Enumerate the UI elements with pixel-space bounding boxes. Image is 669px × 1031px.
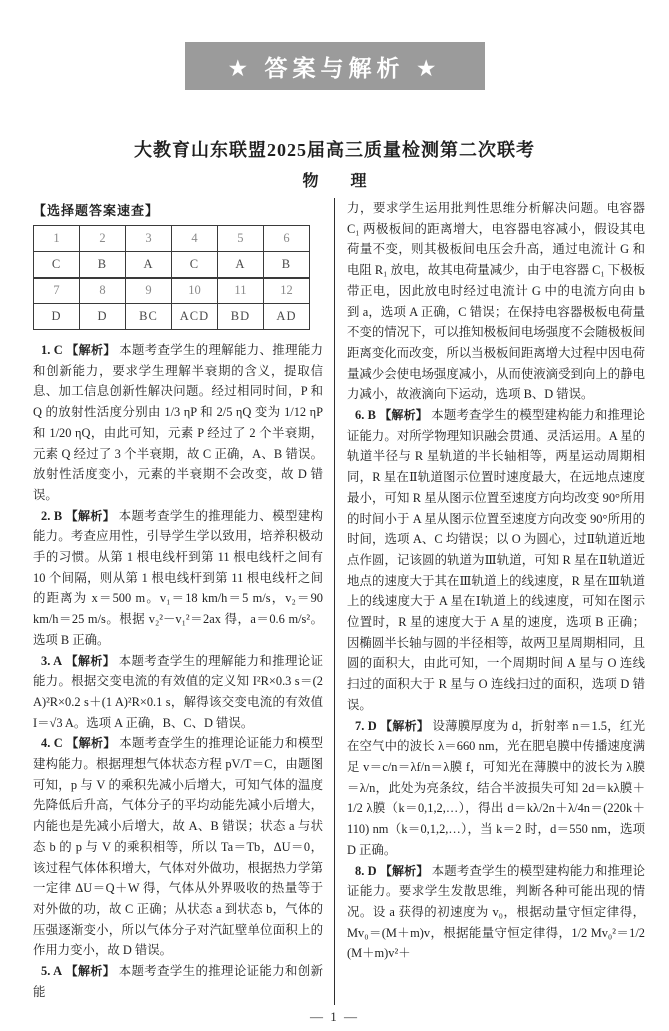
solution-text: 本题考查学生的理解能力、推理能力和创新能力，要求学生理解半衰期的含义，提取信息、加工信息创新性解决问题。经过相同时间，P 和 Q 的放射性活度分别由 1/3 ηP 和 2/5 ηQ 变为 1/12 ηP 和 1/20 ηQ，由此可知，元素 P 经过了 2 个半衰期，元素 Q 经过了 3 个半衰期，故 C 正确，A、B 错误。放射性活度变小，元素的半衰期不会改变，故 D 错误。 [33,343,323,502]
question-number: 4. C [41,736,63,751]
question-number: 7. D [355,718,377,733]
solution-text: 本题考查学生的推理论证能力和模型建构能力。根据理想气体状态方程 pV/T＝C，由题图可知，p 与 V 的乘积先减小后增大，可知气体的温度先降低后升高，气体分子的平均动能先减小后增大，内能也是先减小后增大，故 A、B 错误；状态 a 与状态 b 的 p 与 V 的乘积相等，所以 Ta＝Tb，ΔU＝0，该过程气体体积增大，气体对外做功，根据热力学第一定律 ΔU＝Q＋W 得，气体从外界吸收的热量等于对外做的功，故 C 正确；从状态 a 到状态 b，气体的压强逐渐变小，所以气体分子对汽缸壁单位面积上的作用力变小，故 D 错误。 [33,736,323,958]
question-number: 1. C [41,343,63,357]
right-column [335,198,645,1005]
solution-text: 力，要求学生运用批判性思维分析解决问题。电容器 C₁ 两极板间的距离增大，电容器电容减小，假设其电荷量不变，则其极板间电压会升高，通过电流计 G 和电阻 R₁ 放电，故其电荷量减少，由于电容器 C₁ 下极板带正电，因此放电时经过电流计 G 中的电流方向由 b 到 a，选项 A 正确，C 错误；在保持电容器极板电荷量不变的情况下，可以推知极板间电场强度不会随极板间距离变化而改变，所以当极板间距离增大过程中因电荷量减少会使电场强度减小，从而使液滴受到向上的静电力减小，故液滴向下运动，选项 B、D 错误。 [347,201,645,402]
table-cell: D [79,304,125,330]
table-cell: A [217,252,263,278]
table-cell: 4 [171,226,217,252]
analysis-tag: 【解析】 [66,736,116,751]
table-cell: 9 [125,278,171,304]
solution-text: 设薄膜厚度为 d，折射率 n＝1.5，红光在空气中的波长 λ＝660 nm，光在肥皂膜中传播速度满足 v＝c/n＝λf/n＝λ膜 f，可知光在薄膜中的波长为 λ膜＝λ/n，此处为亮条纹，结合半波损失可知 2d＝kλ膜＋1/2 λ膜（k＝0,1,2,…），得出 d＝kλ/2n＋λ/4n＝(220k＋110) nm（k＝0,1,2,…），当 k＝2 时，d＝550 nm，选项 D 正确。 [347,718,645,857]
answers-banner [185,42,485,90]
question-number: 3. A [41,653,63,668]
table-cell: B [79,252,125,278]
table-cell: 1 [34,226,80,252]
exam-title: 大教育山东联盟2025届高三质量检测第二次联考 [134,140,535,160]
table-cell: C [171,252,217,278]
table-row [34,304,310,330]
question-number: 8. D [355,863,377,878]
table-row [34,252,310,278]
table-cell: 5 [217,226,263,252]
page-number: — 1 — [310,1009,359,1024]
answers-banner-text: ★ 答案与解析 ★ [227,54,442,81]
table-cell: 2 [79,226,125,252]
question-number: 6. B [355,408,376,423]
analysis-tag: 【解析】 [380,718,430,733]
question-number: 5. A [41,964,63,979]
table-cell: ACD [171,304,217,330]
question-number: 2. B [41,508,63,523]
table-cell: A [125,252,171,278]
table-cell: 6 [263,226,309,252]
solution-text: 本题考查学生的推理能力、模型建构能力。考查应用性，引导学生学以致用，培养积极动手的习惯。从第 1 根电线杆到第 11 根电线杆之间有 10 个间隔，则从第 1 根电线杆到第 11 根电线杆之间的距离为 x＝500 m。v₁＝18 km/h＝5 m/s，v₂＝90 km/h＝25 m/s。根据 v₂²－v₁²＝2ax 得，a＝0.6 m/s²。选项 B 正确。 [33,508,323,647]
solution-paragraph-q5-continued [347,198,645,405]
table-cell: D [34,304,80,330]
solution-paragraph-q4 [33,733,323,961]
table-cell: C [34,252,80,278]
solution-paragraph-q6 [347,405,645,716]
solution-paragraph-q2 [33,506,323,651]
analysis-tag: 【解析】 [379,408,428,423]
table-row [34,278,310,304]
table-cell: 8 [79,278,125,304]
solution-text: 本题考查学生的理解能力和推理论证能力。根据交变电流的有效值的定义知 I²R×0.3 s＝(2 A)²R×0.2 s＋(1 A)²R×0.1 s，解得该交变电流的有效值 I＝√3 A。选项 A 正确，B、C、D 错误。 [33,653,323,730]
table-cell: 12 [263,278,309,304]
solution-paragraph-q3 [33,651,323,734]
analysis-tag: 【解析】 [379,863,429,878]
left-column [33,198,335,1005]
analysis-tag: 【解析】 [65,653,116,668]
table-cell: B [263,252,309,278]
table-cell: BD [217,304,263,330]
table-cell: BC [125,304,171,330]
table-row [34,226,310,252]
solution-text: 本题考查学生的模型建构能力和推理论证能力。对所学物理知识融会贯通、灵活运用。A 星的轨道半径与 R 星轨道的半长轴相等，两星运动周期相同，R 星在Ⅱ轨道图示位置时速度最大，在远地点速度最小，可知 R 星从图示位置至速度方向均改变 90°所用的时间小于 A 星从图示位置至速度方向改变 90°所用的时间，选项 A、C 均错误；以 O 为圆心，过Ⅱ轨道近地点作圆，记该圆的轨道为Ⅲ轨道，可知 R 星在Ⅱ轨道近地点的速度大于其在Ⅲ轨道上的线速度，R 星在Ⅲ轨道上的线速度大于 A 星在Ⅰ轨道上的线速度，可知在图示位置时，R 星的速度大于 A 星的速度，选项 B 正确；因椭圆半长轴与圆的半径相等，故两卫星周期相同，且圆的面积大，由此可知，一个周期时间 A 星与 O 连线扫过的面积大于 R 星与 O 连线扫过的面积，选项 D 错误。 [347,408,645,712]
table-cell: AD [263,304,309,330]
analysis-tag: 【解析】 [65,964,116,979]
table-cell: 10 [171,278,217,304]
answer-table [33,225,310,330]
table-cell: 11 [217,278,263,304]
subject-title: 物 理 [302,173,367,190]
answer-table-label: 【选择题答案速查】 [33,203,160,218]
solution-text: 本题考查学生的推理论证能力和创新能 [33,964,323,999]
solution-paragraph-q7 [347,716,645,861]
solution-text: 本题考查学生的模型建构能力和推理论证能力。要求学生发散思维，判断各种可能出现的情况。设 a 获得的初速度为 v₀，根据动量守恒定律得，Mv₀＝(M＋m)v，根据能量守恒定律得，1/2 Mv₀²＝1/2 (M＋m)v²＋ [347,863,645,961]
solution-paragraph-q5 [33,961,323,1002]
analysis-tag: 【解析】 [66,343,116,357]
content-columns [33,198,645,1005]
solution-paragraph-q8 [347,861,645,965]
solution-paragraph-q1 [33,340,323,506]
analysis-tag: 【解析】 [65,508,116,523]
table-cell: 3 [125,226,171,252]
table-cell: 7 [34,278,80,304]
